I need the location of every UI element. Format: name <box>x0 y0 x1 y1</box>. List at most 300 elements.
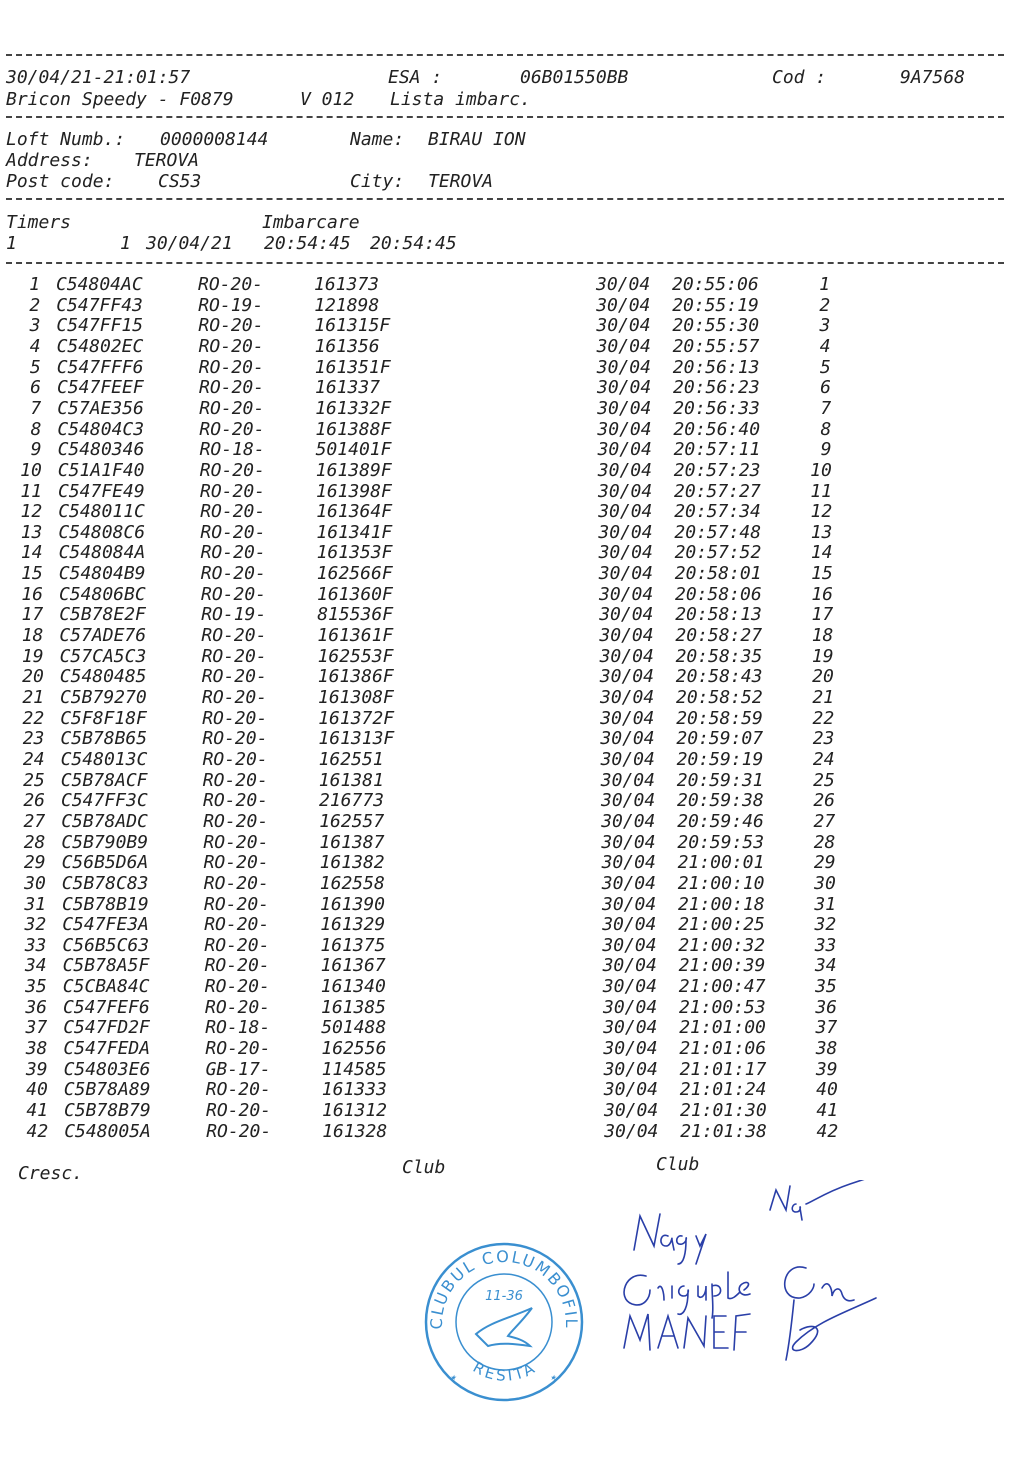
arrival-time: 20:57:27 <box>674 480 761 502</box>
ring-series: RO-20- <box>201 645 267 667</box>
row-number: 42 <box>26 1120 49 1142</box>
name-label: Name: <box>350 129 405 150</box>
arrival-date: 30/04 <box>597 418 652 440</box>
arrival-time: 20:56:23 <box>673 377 760 399</box>
table-row <box>0 812 1024 833</box>
arrival-date: 30/04 <box>599 666 654 688</box>
position: 38 <box>815 1038 838 1060</box>
ring-number: 161337 <box>315 377 381 399</box>
ring-number: 161398F <box>316 480 392 502</box>
position: 15 <box>811 563 833 585</box>
position: 9 <box>820 439 832 461</box>
ring-series: RO-20- <box>203 790 269 812</box>
position: 21 <box>812 687 834 708</box>
row-number: 24 <box>22 748 45 770</box>
row-number: 37 <box>25 1017 48 1039</box>
row-number: 41 <box>26 1100 48 1121</box>
position: 8 <box>820 418 832 440</box>
arrival-time: 20:59:53 <box>677 831 765 853</box>
position: 20 <box>812 666 834 688</box>
divider <box>6 198 1004 200</box>
chip-id: C56B5D6A <box>61 852 149 874</box>
row-number: 32 <box>24 914 47 936</box>
table-row <box>0 605 1024 626</box>
position: 26 <box>813 790 835 812</box>
chip-id: C54804AC <box>56 274 143 295</box>
row-number: 8 <box>30 418 42 440</box>
position: 27 <box>813 810 836 832</box>
arrival-date: 30/04 <box>600 728 655 750</box>
table-row <box>0 688 1024 709</box>
ring-number: 161356 <box>314 335 380 357</box>
version: V 012 <box>300 89 355 110</box>
position: 4 <box>819 335 831 357</box>
table-row <box>0 461 1024 482</box>
ring-series: RO-20- <box>200 542 266 564</box>
chip-id: C547FE49 <box>58 480 145 502</box>
chip-id: C547FE3A <box>62 914 149 936</box>
table-row <box>0 523 1024 544</box>
table-row <box>0 502 1024 523</box>
position: 12 <box>810 501 833 523</box>
row-number: 36 <box>25 996 47 1018</box>
arrival-time: 21:00:39 <box>678 955 766 977</box>
ring-series: RO-20- <box>201 666 267 688</box>
star-icon: ★ <box>550 1372 557 1383</box>
arrival-date: 30/04 <box>603 1079 658 1101</box>
table-row <box>0 316 1024 337</box>
chip-id: C547FFF6 <box>56 356 144 378</box>
chip-id: C5B78C83 <box>61 872 149 894</box>
arrival-time: 20:58:13 <box>675 604 762 626</box>
stamp-top-text: CLUBUL COLUMBOFIL <box>426 1246 582 1330</box>
position: 28 <box>813 831 836 853</box>
arrival-date: 30/04 <box>596 294 651 316</box>
position: 34 <box>814 955 837 977</box>
chip-id: C5B78E2F <box>59 604 146 626</box>
ring-number: 161308F <box>318 687 394 708</box>
ring-series: RO-20- <box>205 1038 271 1060</box>
ring-number: 815536F <box>317 604 394 626</box>
address-value: TEROVA <box>134 150 200 171</box>
ring-series: RO-20- <box>198 335 264 357</box>
ring-series: GB-17- <box>205 1058 271 1080</box>
chip-id: C548084A <box>58 542 146 564</box>
table-row <box>0 275 1024 296</box>
chip-id: C57CA5C3 <box>59 645 147 667</box>
arrival-time: 20:56:40 <box>673 418 761 440</box>
arrival-date: 30/04 <box>601 810 656 832</box>
arrival-date: 30/04 <box>598 501 653 523</box>
ring-series: RO-19- <box>201 604 267 626</box>
table-row <box>0 853 1024 874</box>
timer-time-b: 20:54:45 <box>370 233 457 254</box>
chip-id: C5F8F18F <box>60 707 147 729</box>
row-number: 21 <box>22 687 44 708</box>
chip-id: C547FF3C <box>61 790 148 812</box>
cresc-label: Cresc. <box>18 1163 84 1184</box>
position: 35 <box>815 976 837 998</box>
arrival-date: 30/04 <box>596 315 651 337</box>
row-number: 27 <box>23 810 46 832</box>
city-value: TEROVA <box>428 171 494 192</box>
row-number: 22 <box>22 707 45 729</box>
imbarcare-label: Imbarcare <box>262 212 360 233</box>
row-number: 30 <box>24 872 46 894</box>
position: 37 <box>815 1017 838 1039</box>
position: 17 <box>811 604 834 626</box>
table-row <box>0 399 1024 420</box>
table-row <box>0 709 1024 730</box>
ring-series: RO-20- <box>203 872 269 894</box>
position: 19 <box>811 645 834 667</box>
position: 31 <box>814 893 836 915</box>
row-number: 15 <box>21 563 43 585</box>
club-label-2: Club <box>656 1154 700 1175</box>
ring-number: 161389F <box>315 459 392 481</box>
chip-id: C5B790B9 <box>61 831 149 853</box>
ring-series: RO-20- <box>205 996 271 1018</box>
arrival-time: 20:59:19 <box>676 748 764 770</box>
arrival-time: 20:58:52 <box>676 687 763 708</box>
ring-series: RO-20- <box>200 501 266 523</box>
device-name: Bricon Speedy - F0879 <box>6 89 234 110</box>
ring-series: RO-20- <box>201 625 267 647</box>
arrival-date: 30/04 <box>604 1100 659 1121</box>
row-number: 31 <box>24 893 46 915</box>
ring-number: 161313F <box>318 728 395 750</box>
chip-id: C54802EC <box>56 335 144 357</box>
chip-id: C547FD2F <box>63 1017 150 1039</box>
star-icon: ★ <box>450 1372 457 1383</box>
arrival-date: 30/04 <box>596 274 651 295</box>
arrival-time: 20:59:31 <box>676 769 764 791</box>
table-row <box>0 1101 1024 1122</box>
ring-series: RO-18- <box>199 439 265 461</box>
table-row <box>0 440 1024 461</box>
table-row <box>0 482 1024 503</box>
table-row <box>0 833 1024 854</box>
row-number: 35 <box>25 976 47 998</box>
chip-id: C51A1F40 <box>57 459 145 481</box>
ring-number: 161315F <box>314 315 391 337</box>
row-number: 19 <box>21 645 44 667</box>
ring-number: 161364F <box>316 501 393 523</box>
table-row <box>0 791 1024 812</box>
arrival-time: 20:58:01 <box>674 563 762 585</box>
row-number: 12 <box>20 501 43 523</box>
table-row <box>0 1060 1024 1081</box>
arrival-date: 30/04 <box>603 1038 658 1060</box>
timers-label: Timers <box>6 212 72 233</box>
ring-series: RO-18- <box>205 1017 271 1039</box>
ring-number: 162558 <box>319 872 385 894</box>
table-row <box>0 564 1024 585</box>
arrival-time: 21:01:00 <box>679 1017 766 1039</box>
postcode-label: Post code: <box>6 171 115 192</box>
divider <box>6 54 1004 56</box>
ring-number: 501401F <box>315 439 392 461</box>
row-number: 28 <box>23 831 46 853</box>
chip-id: C5B78ADC <box>61 810 148 832</box>
ring-series: RO-20- <box>199 459 265 481</box>
row-number: 38 <box>25 1038 48 1060</box>
club-label-1: Club <box>402 1157 446 1178</box>
ring-number: 161353F <box>316 542 393 564</box>
table-row <box>0 667 1024 688</box>
arrival-date: 30/04 <box>599 625 654 647</box>
table-row <box>0 998 1024 1019</box>
arrival-date: 30/04 <box>597 439 652 461</box>
table-row <box>0 420 1024 441</box>
ring-series: RO-20- <box>199 397 265 419</box>
table-row <box>0 1018 1024 1039</box>
dove-icon <box>476 1308 532 1346</box>
row-number: 7 <box>30 397 42 419</box>
ring-number: 161312 <box>322 1100 388 1121</box>
arrival-date: 30/04 <box>600 707 655 729</box>
arrival-time: 20:57:34 <box>674 501 761 523</box>
chip-id: C5B78A5F <box>62 955 150 977</box>
position: 1 <box>819 274 830 295</box>
stamp-code: 11-36 <box>485 1289 523 1304</box>
chip-id: C547FEF6 <box>63 996 150 1018</box>
chip-id: C548005A <box>64 1120 151 1142</box>
position: 10 <box>810 459 832 481</box>
chip-id: C547FEEF <box>57 377 144 399</box>
arrival-time: 20:55:30 <box>672 315 760 337</box>
table-row <box>0 956 1024 977</box>
chip-id: C54804B9 <box>58 563 146 585</box>
position: 14 <box>810 542 833 564</box>
table-row <box>0 358 1024 379</box>
row-number: 29 <box>23 852 46 874</box>
row-number: 13 <box>20 521 43 543</box>
ring-series: RO-20- <box>202 728 268 750</box>
ring-series: RO-20- <box>202 769 268 791</box>
arrival-date: 30/04 <box>599 604 654 626</box>
row-number: 10 <box>20 459 42 481</box>
arrival-time: 21:00:47 <box>678 976 766 998</box>
ring-number: 161390 <box>320 893 386 915</box>
position: 11 <box>810 480 832 502</box>
ring-series: RO-20- <box>199 418 265 440</box>
ring-series: RO-20- <box>198 274 264 295</box>
ring-series: RO-20- <box>204 934 270 956</box>
arrival-date: 30/04 <box>599 645 654 667</box>
arrival-date: 30/04 <box>598 563 653 585</box>
chip-id: C5480346 <box>57 439 145 461</box>
arrival-time: 21:01:06 <box>679 1038 767 1060</box>
chip-id: C5B78ACF <box>60 769 148 791</box>
ring-series: RO-20- <box>201 583 267 605</box>
arrival-time: 20:58:06 <box>675 583 762 605</box>
ring-number: 216773 <box>319 790 385 812</box>
arrival-time: 20:56:33 <box>673 397 760 419</box>
arrival-time: 20:57:48 <box>674 521 762 543</box>
position: 36 <box>815 996 837 1018</box>
arrival-time: 20:57:11 <box>673 439 761 461</box>
chip-id: C547FEDA <box>63 1038 151 1060</box>
ring-series: RO-20- <box>200 521 266 543</box>
row-number: 11 <box>20 480 42 502</box>
ring-number: 161382 <box>319 852 385 874</box>
arrival-date: 30/04 <box>601 852 656 874</box>
address-label: Address: <box>6 150 93 171</box>
chip-id: C57AE356 <box>57 397 144 419</box>
arrival-time: 20:58:43 <box>675 666 763 688</box>
divider <box>6 262 1004 264</box>
position: 6 <box>820 377 831 399</box>
position: 41 <box>816 1100 838 1121</box>
ring-series: RO-20- <box>203 831 269 853</box>
arrival-date: 30/04 <box>600 687 655 708</box>
ring-series: RO-20- <box>200 480 266 502</box>
ring-number: 161340 <box>320 976 386 998</box>
ring-series: RO-20- <box>206 1120 272 1142</box>
row-number: 25 <box>23 769 45 791</box>
timer-time-a: 20:54:45 <box>264 233 351 254</box>
table-row <box>0 1122 1024 1143</box>
chip-id: C54806BC <box>59 583 146 605</box>
row-number: 9 <box>30 439 42 461</box>
arrival-time: 20:59:07 <box>676 728 764 750</box>
table-row <box>0 915 1024 936</box>
arrival-time: 21:00:10 <box>677 872 765 894</box>
ring-number: 161351F <box>314 356 391 378</box>
ring-series: RO-20- <box>202 748 268 770</box>
ring-number: 161381 <box>318 769 384 791</box>
row-number: 16 <box>21 583 43 605</box>
arrival-time: 21:00:18 <box>678 893 765 915</box>
position: 22 <box>812 707 835 729</box>
row-number: 5 <box>29 356 41 378</box>
ring-number: 161375 <box>320 934 386 956</box>
table-row <box>0 771 1024 792</box>
chip-id: C5B79270 <box>60 687 147 708</box>
position: 30 <box>814 872 836 894</box>
timer-number: 1 <box>6 233 17 254</box>
arrival-date: 30/04 <box>603 996 658 1018</box>
ring-series: RO-20- <box>204 914 270 936</box>
position: 25 <box>813 769 835 791</box>
chip-id: C548013C <box>60 748 148 770</box>
loft-label: Loft Numb.: <box>6 129 126 150</box>
ring-series: RO-20- <box>198 356 264 378</box>
chip-id: C5B78B65 <box>60 728 148 750</box>
chip-id: C54804C3 <box>57 418 145 440</box>
ring-number: 162556 <box>321 1038 387 1060</box>
ring-number: 162566F <box>316 563 393 585</box>
position: 24 <box>812 748 835 770</box>
loft-value: 0000008144 <box>160 129 269 150</box>
chip-id: C547FF43 <box>56 294 143 316</box>
table-row <box>0 647 1024 668</box>
table-row <box>0 337 1024 358</box>
position: 42 <box>816 1120 839 1142</box>
arrival-time: 21:00:25 <box>678 914 765 936</box>
arrival-date: 30/04 <box>601 790 656 812</box>
table-row <box>0 977 1024 998</box>
arrival-date: 30/04 <box>599 583 654 605</box>
position: 33 <box>814 934 837 956</box>
arrival-date: 30/04 <box>598 542 653 564</box>
ring-number: 161341F <box>316 521 393 543</box>
arrival-date: 30/04 <box>602 914 657 936</box>
ring-series: RO-19- <box>198 294 264 316</box>
ring-number: 161333 <box>321 1079 387 1101</box>
arrival-time: 20:57:52 <box>674 542 762 564</box>
arrival-time: 20:55:06 <box>672 274 759 295</box>
arrival-date: 30/04 <box>601 872 656 894</box>
row-number: 26 <box>23 790 45 812</box>
chip-id: C547FF15 <box>56 315 144 337</box>
name-value: BIRAU ION <box>428 129 526 150</box>
ring-number: 162557 <box>319 810 385 832</box>
ring-number: 161387 <box>319 831 385 853</box>
chip-id: C548011C <box>58 501 145 523</box>
chip-id: C57ADE76 <box>59 625 147 647</box>
table-row <box>0 936 1024 957</box>
arrival-time: 20:55:57 <box>672 335 760 357</box>
stamp-bottom-text: RESITA <box>469 1358 541 1385</box>
position: 16 <box>811 583 833 605</box>
ring-number: 161372F <box>318 707 395 729</box>
table-row <box>0 626 1024 647</box>
position: 18 <box>811 625 834 647</box>
esa-label: ESA : <box>388 67 443 88</box>
arrival-time: 21:00:53 <box>679 996 766 1018</box>
position: 40 <box>816 1079 838 1101</box>
chip-id: C5B78B19 <box>62 893 149 915</box>
ring-number: 161388F <box>315 418 392 440</box>
ring-series: RO-20- <box>203 852 269 874</box>
ring-number: 161329 <box>320 914 386 936</box>
ring-number: 114585 <box>321 1058 387 1080</box>
ring-number: 161361F <box>317 625 394 647</box>
table-row <box>0 585 1024 606</box>
ring-number: 161385 <box>321 996 387 1018</box>
table-row <box>0 874 1024 895</box>
row-number: 40 <box>26 1079 48 1101</box>
arrival-time: 21:00:01 <box>677 852 765 874</box>
ring-series: RO-20- <box>203 810 269 832</box>
row-number: 33 <box>24 934 47 956</box>
arrival-time: 20:59:46 <box>677 810 764 832</box>
city-label: City: <box>350 171 405 192</box>
position: 13 <box>810 521 833 543</box>
ring-series: RO-20- <box>202 707 268 729</box>
ring-series: RO-20- <box>205 1079 271 1101</box>
ring-number: 161373 <box>314 274 380 295</box>
arrival-time: 20:55:19 <box>672 294 759 316</box>
table-row <box>0 543 1024 564</box>
arrival-time: 21:01:24 <box>679 1079 767 1101</box>
ring-series: RO-20- <box>198 315 264 337</box>
chip-id: C5CBA84C <box>62 976 150 998</box>
ring-number: 162551 <box>318 748 384 770</box>
row-number: 6 <box>30 377 41 399</box>
arrival-date: 30/04 <box>603 1017 658 1039</box>
arrival-date: 30/04 <box>597 377 652 399</box>
table-row <box>0 1080 1024 1101</box>
arrival-date: 30/04 <box>602 893 657 915</box>
row-number: 1 <box>29 274 40 295</box>
timer-date: 30/04/21 <box>146 233 233 254</box>
position: 23 <box>812 728 835 750</box>
arrival-date: 30/04 <box>598 521 653 543</box>
arrival-date: 30/04 <box>598 480 653 502</box>
